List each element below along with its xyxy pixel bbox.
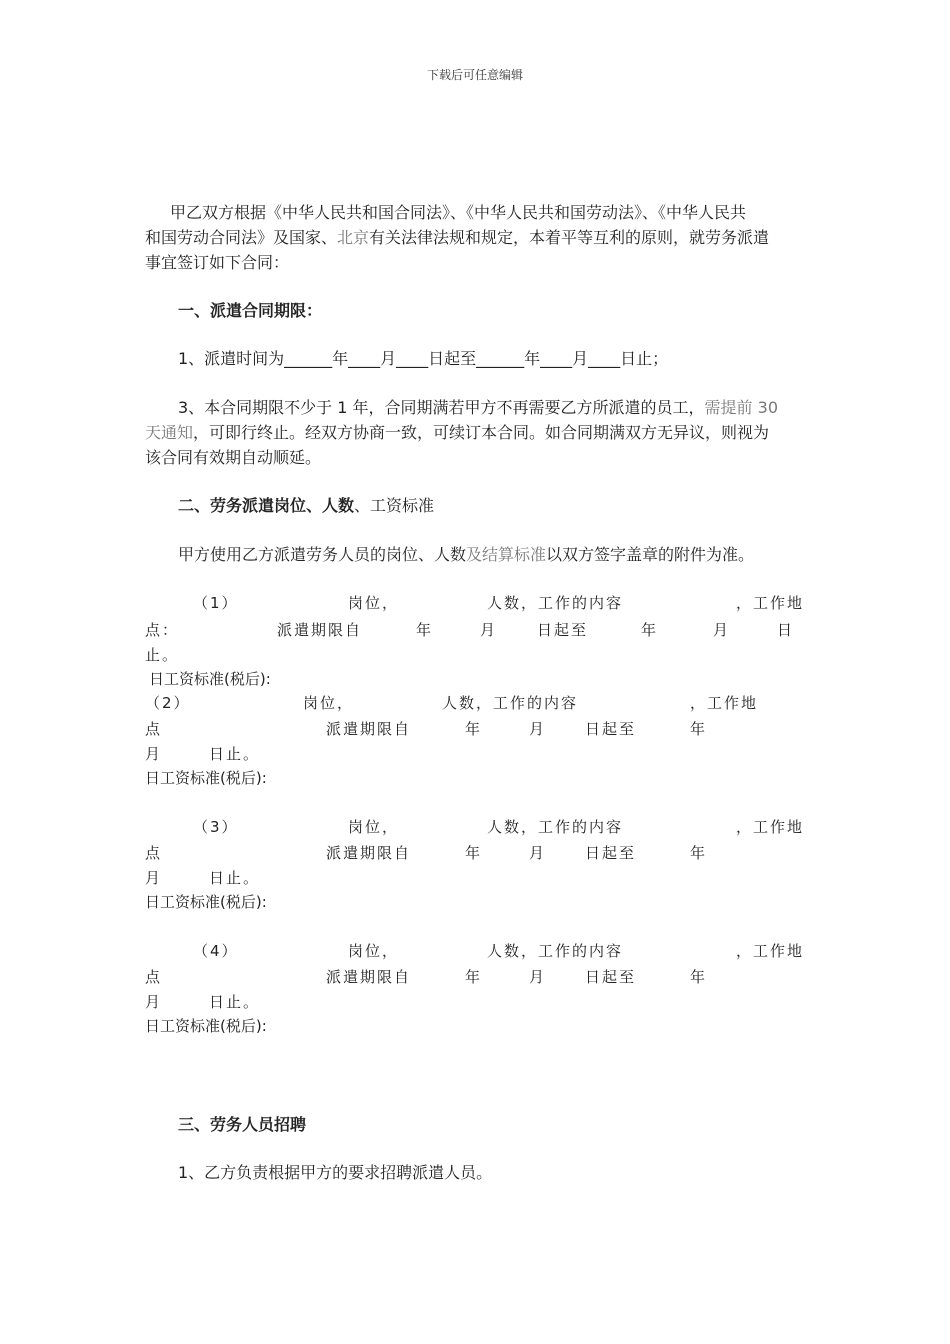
entry2-wage: 日工资标准(税后):: [145, 769, 267, 787]
entry4-site: ，工作地: [736, 942, 805, 960]
section2-title-b: 、工资标准: [354, 496, 435, 515]
section1-item3-line2: [145, 423, 769, 443]
entry4-people: 人数，工作的内容: [487, 942, 624, 960]
entry4-num: （4）: [193, 942, 239, 960]
section2-desc-c: 以双方签字盖章的附件为准。: [546, 545, 755, 564]
entry3-qizhi: 日起至: [585, 844, 637, 862]
intro-line-2c: 有关法律法规和规定，本着平等互利的原则，就劳务派遣: [369, 228, 770, 247]
entry2-yue: 月: [529, 720, 547, 738]
entry3-num: （3）: [193, 818, 239, 836]
section3-title: 三、劳务人员招聘: [178, 1115, 307, 1134]
entry2-dian: 点: [145, 720, 163, 738]
item3-line1a: 3、本合同期限不少于 1 年，合同期满若甲方不再需要乙方所派遣的员工，: [178, 398, 705, 417]
entry4-nian: 年: [465, 968, 483, 986]
entry2-site: ，工作地: [690, 694, 759, 712]
entry1-num: （1）: [193, 594, 239, 612]
entry4-period: 派遣期限自: [326, 968, 412, 986]
section2-title-a: 二、劳务派遣岗位、人数: [178, 496, 355, 515]
entry3-nian2: 年: [690, 844, 708, 862]
entry1-qizhi: 日起至: [537, 621, 589, 639]
entry1-dian: 点：: [145, 621, 180, 639]
entry3-yue2: 月: [145, 869, 163, 887]
entry1-ri: 日: [777, 621, 795, 639]
page-header: 下载后可任意编辑: [426, 68, 523, 82]
entry2-nian: 年: [465, 720, 483, 738]
entry2-nian2: 年: [690, 720, 708, 738]
intro-line-2a: 和国劳动合同法》及国家、: [145, 228, 338, 247]
entry2-period: 派遣期限自: [326, 720, 412, 738]
entry1-nian2: 年: [641, 621, 659, 639]
entry1-yue2: 月: [713, 621, 731, 639]
entry1-site: ，工作地: [736, 594, 805, 612]
section1-title: 一、派遣合同期限：: [178, 301, 323, 320]
entry3-nian: 年: [465, 844, 483, 862]
section1-item3-line1: [178, 398, 778, 418]
entry3-yue: 月: [529, 844, 547, 862]
entry2-people: 人数，工作的内容: [442, 694, 579, 712]
entry1-period: 派遣期限自: [277, 621, 363, 639]
entry4-nian2: 年: [690, 968, 708, 986]
item3-line1b: 需提前 30: [704, 398, 778, 417]
intro-line-1: 甲乙双方根据《中华人民共和国合同法》、《中华人民共和国劳动法》、《中华人民共: [170, 203, 747, 222]
section2-desc-a: 甲方使用乙方派遣劳务人员的岗位、人数: [178, 545, 467, 564]
entry2-yue2: 月: [145, 745, 163, 763]
entry3-site: ，工作地: [736, 818, 805, 836]
entry4-yue: 月: [529, 968, 547, 986]
entry2-end: 日止。: [209, 745, 261, 763]
entry3-end: 日止。: [209, 869, 261, 887]
item3-line2b: ，可即行终止。经双方协商一致，可续订本合同。如合同期满双方无异议，则视为: [193, 423, 770, 442]
section3-item1: 1、乙方负责根据甲方的要求招聘派遣人员。: [178, 1163, 493, 1182]
entry2-qizhi: 日起至: [585, 720, 637, 738]
entry4-end: 日止。: [209, 993, 261, 1011]
entry3-period: 派遣期限自: [326, 844, 412, 862]
intro-line-2b: 北京: [337, 228, 370, 247]
entry2-post: 岗位，: [303, 694, 355, 712]
entry4-post: 岗位，: [348, 942, 400, 960]
section1-item1: 1、派遣时间为______年____月____日起至______年____月____日止；: [178, 349, 669, 368]
entry3-people: 人数，工作的内容: [487, 818, 624, 836]
entry4-qizhi: 日起至: [585, 968, 637, 986]
entry4-wage: 日工资标准(税后):: [145, 1017, 267, 1035]
entry1-post: 岗位，: [348, 594, 400, 612]
intro-line-3: 事宜签订如下合同：: [145, 253, 290, 272]
entry3-post: 岗位，: [348, 818, 400, 836]
section1-item3-line3: 该合同有效期自动顺延。: [145, 448, 322, 467]
entry1-zhi: 止。: [145, 646, 180, 664]
entry4-yue2: 月: [145, 993, 163, 1011]
entry3-wage: 日工资标准(税后):: [145, 893, 267, 911]
entry2-num: （2）: [145, 694, 191, 712]
intro-line-2: [145, 228, 769, 248]
entry3-dian: 点: [145, 844, 163, 862]
section2-desc-b: 及结算标准: [466, 545, 547, 564]
entry1-nian: 年: [416, 621, 434, 639]
section2-desc: [178, 545, 754, 565]
entry1-wage: 日工资标准(税后):: [149, 670, 271, 688]
section2-title: [178, 496, 434, 516]
item3-line2a: 天通知: [145, 423, 194, 442]
entry1-people: 人数，工作的内容: [487, 594, 624, 612]
entry4-dian: 点: [145, 968, 163, 986]
entry1-yue: 月: [480, 621, 498, 639]
